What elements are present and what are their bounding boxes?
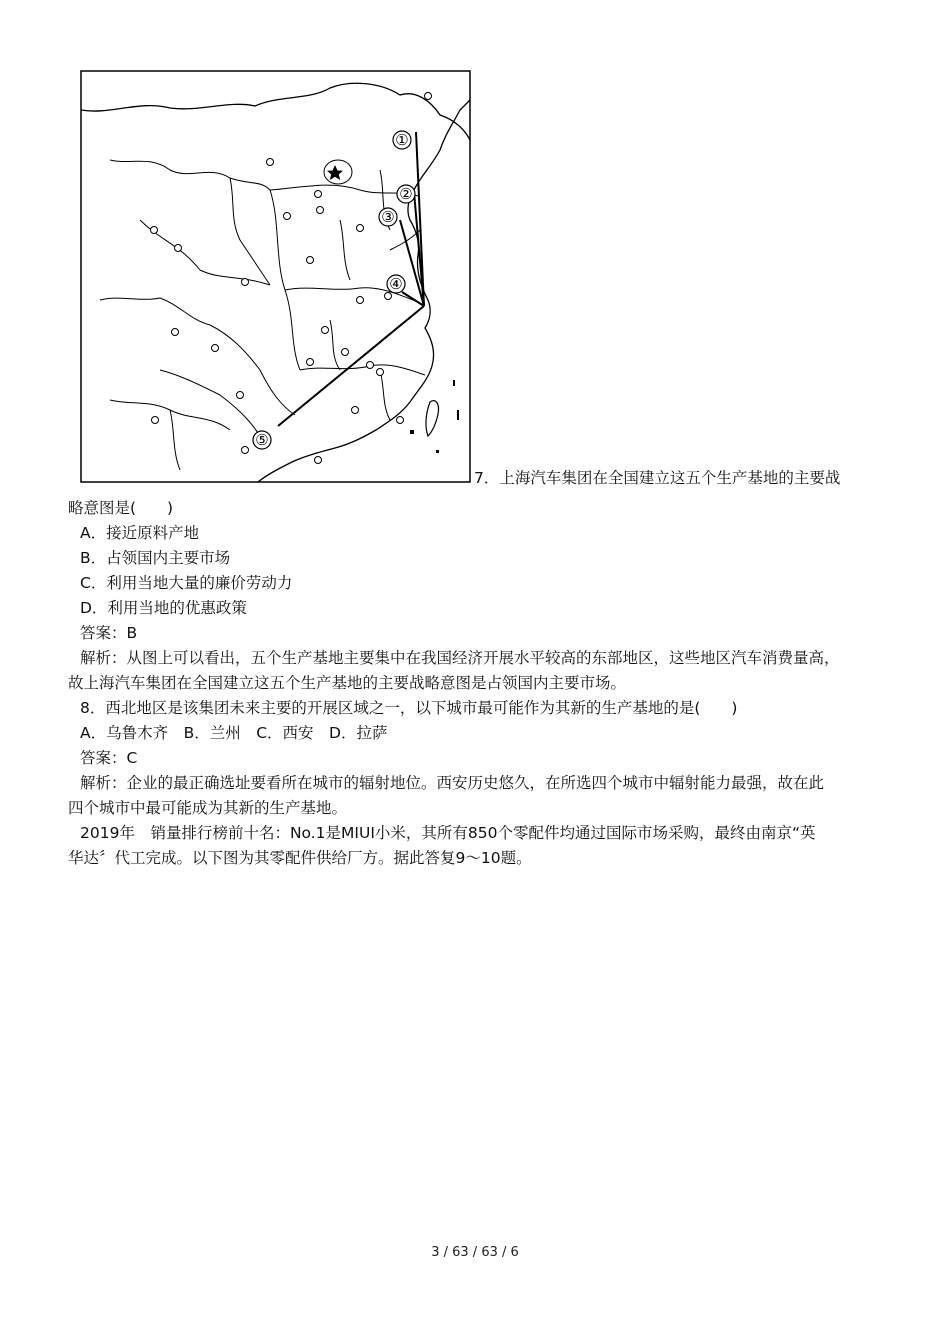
q7-option-b: B．占领国内主要市场	[80, 549, 231, 567]
island-mark	[410, 430, 414, 434]
q8-stem: 8．西北地区是该集团未来主要的开展区域之一，以下城市最可能作为其新的生产基地的是( )	[80, 699, 738, 717]
q8-options: A．乌鲁木齐 B．兰州 C．西安 D．拉萨	[80, 724, 388, 742]
map-marker-5: ⑤	[255, 431, 269, 449]
map-marker-4: ④	[389, 275, 403, 293]
island-mark	[453, 380, 455, 386]
q7-answer: 答案：B	[80, 624, 138, 642]
q7-analysis-line2: 故上海汽车集团在全国建立这五个生产基地的主要战略意图是占领国内主要市场。	[68, 674, 627, 692]
q7-option-a: A．接近原料产地	[80, 524, 200, 542]
china-map-figure	[80, 70, 472, 484]
map-frame	[81, 71, 470, 482]
map-marker-1: ①	[395, 131, 409, 149]
island-mark	[436, 450, 439, 453]
map-marker-2: ②	[399, 185, 413, 203]
map-drawing	[80, 70, 472, 484]
next-intro-line2: 华达〞代工完成。以下图为其零配件供给厂方。据此答复9～10题。	[68, 849, 532, 867]
q7-stem-part1: 7．上海汽车集团在全国建立这五个生产基地的主要战	[474, 469, 841, 487]
q7-analysis-line1: 解析：从图上可以看出，五个生产基地主要集中在我国经济开展水平较高的东部地区，这些地区汽车消费量高，	[80, 649, 840, 667]
q7-option-c: C．利用当地大量的廉价劳动力	[80, 574, 293, 592]
q7-stem-part2: 略意图是( )	[68, 499, 174, 517]
q8-analysis-line1: 解析：企业的最正确选址要看所在城市的辐射地位。西安历史悠久，在所选四个城市中辐射能力最强，故在此	[80, 774, 825, 792]
map-marker-3: ③	[381, 208, 395, 226]
q7-option-d: D．利用当地的优惠政策	[80, 599, 247, 617]
q8-analysis-line2: 四个城市中最可能成为其新的生产基地。	[68, 799, 348, 817]
page-number: 3 / 63 / 63 / 6	[431, 1245, 519, 1260]
island-mark	[457, 410, 459, 420]
next-intro-line1: 2019年 销量排行榜前十名：No.1是MIUI小米，其所有850个零配件均通过国际市场采购，最终由南京“英	[80, 824, 816, 842]
q8-answer: 答案：C	[80, 749, 138, 767]
